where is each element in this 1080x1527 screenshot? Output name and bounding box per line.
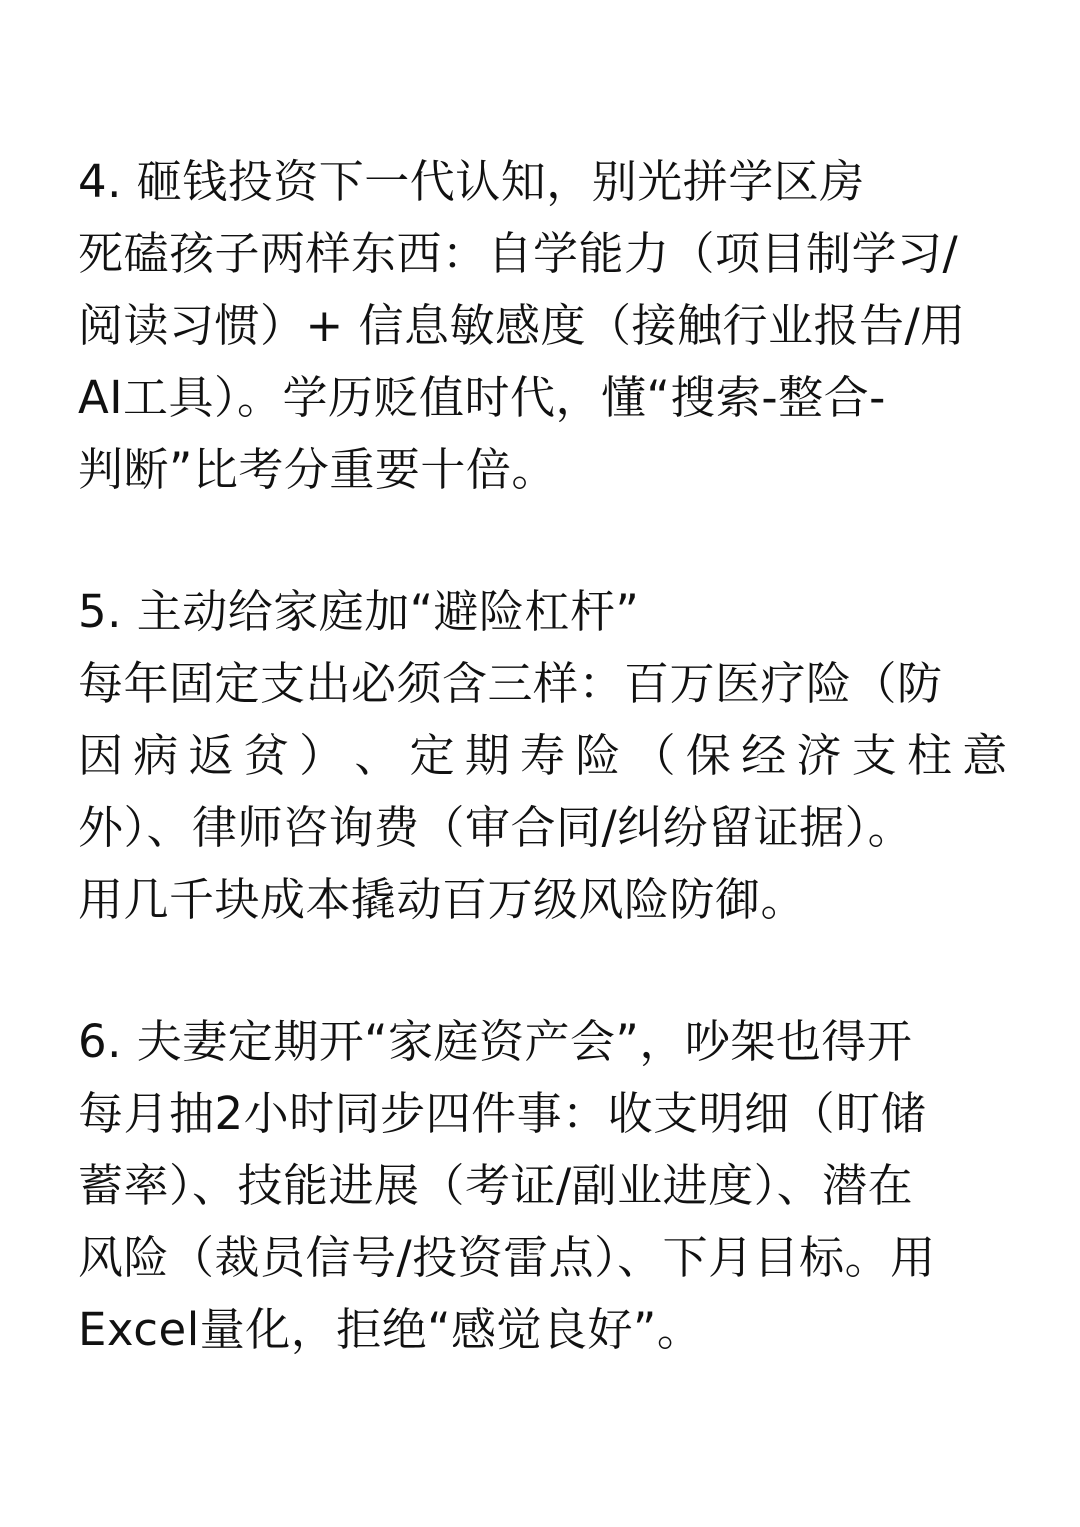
justified-char: 济 — [796, 729, 842, 782]
justified-char: （ — [630, 729, 677, 782]
tip-4-body-line-3: AI工具）。学历贬值时代，懂“搜索-整合- — [78, 371, 886, 424]
tip-6-body-line-1: 每月抽2小时同步四件事：收支明细（盯储 — [78, 1087, 927, 1140]
tip-6-body-line-3: 风险（裁员信号/投资雷点）、下月目标。用 — [78, 1231, 936, 1284]
tip-section-5 — [78, 576, 1008, 936]
justified-char: ） — [299, 729, 345, 782]
tip-6-heading: 6. 夫妻定期开“家庭资产会”，吵架也得开 — [78, 1015, 913, 1068]
tip-5-body-line-4: 用几千块成本撬动百万级风险防御。 — [78, 873, 807, 926]
tip-4-body-line-1: 死磕孩子两样东西：自学能力（项目制学习/ — [78, 227, 959, 280]
justified-char: 支 — [851, 729, 898, 782]
tip-6-body-line-2: 蓄率）、技能进展（考证/副业进度）、潜在 — [78, 1159, 914, 1212]
justified-char: 意 — [962, 729, 1008, 782]
tip-section-4 — [78, 146, 1008, 506]
justified-char: 寿 — [520, 729, 566, 782]
justified-char: 、 — [354, 729, 400, 782]
tip-4-body-line-4: 判断”比考分重要十倍。 — [78, 443, 557, 496]
tip-5-body-line-1: 每年固定支出必须含三样：百万医疗险（防 — [78, 657, 943, 710]
justified-char: 柱 — [906, 729, 953, 782]
tip-5-body-line-3: 外）、律师咨询费（审合同/纠纷留证据）。 — [78, 801, 914, 854]
justified-char: 期 — [464, 729, 511, 782]
justified-char: 保 — [685, 729, 732, 782]
justified-char: 返 — [188, 729, 235, 782]
justified-char: 因 — [78, 729, 124, 782]
tip-5-heading: 5. 主动给家庭加“避险杠杆” — [78, 585, 640, 638]
tip-4-body-line-2: 阅读习惯）+ 信息敏感度（接触行业报告/用 — [78, 299, 966, 352]
article-body — [78, 146, 1008, 1366]
tip-5-body-line-2 — [78, 720, 1008, 792]
tip-4-heading: 4. 砸钱投资下一代认知，别光拼学区房 — [78, 155, 865, 208]
tip-section-6 — [78, 1006, 1008, 1366]
justified-char: 险 — [575, 729, 621, 782]
justified-char: 经 — [741, 729, 787, 782]
justified-char: 定 — [409, 729, 456, 782]
justified-char: 贫 — [243, 729, 290, 782]
tip-6-body-line-4: Excel量化，拒绝“感觉良好”。 — [78, 1303, 703, 1356]
justified-char: 病 — [133, 729, 179, 782]
